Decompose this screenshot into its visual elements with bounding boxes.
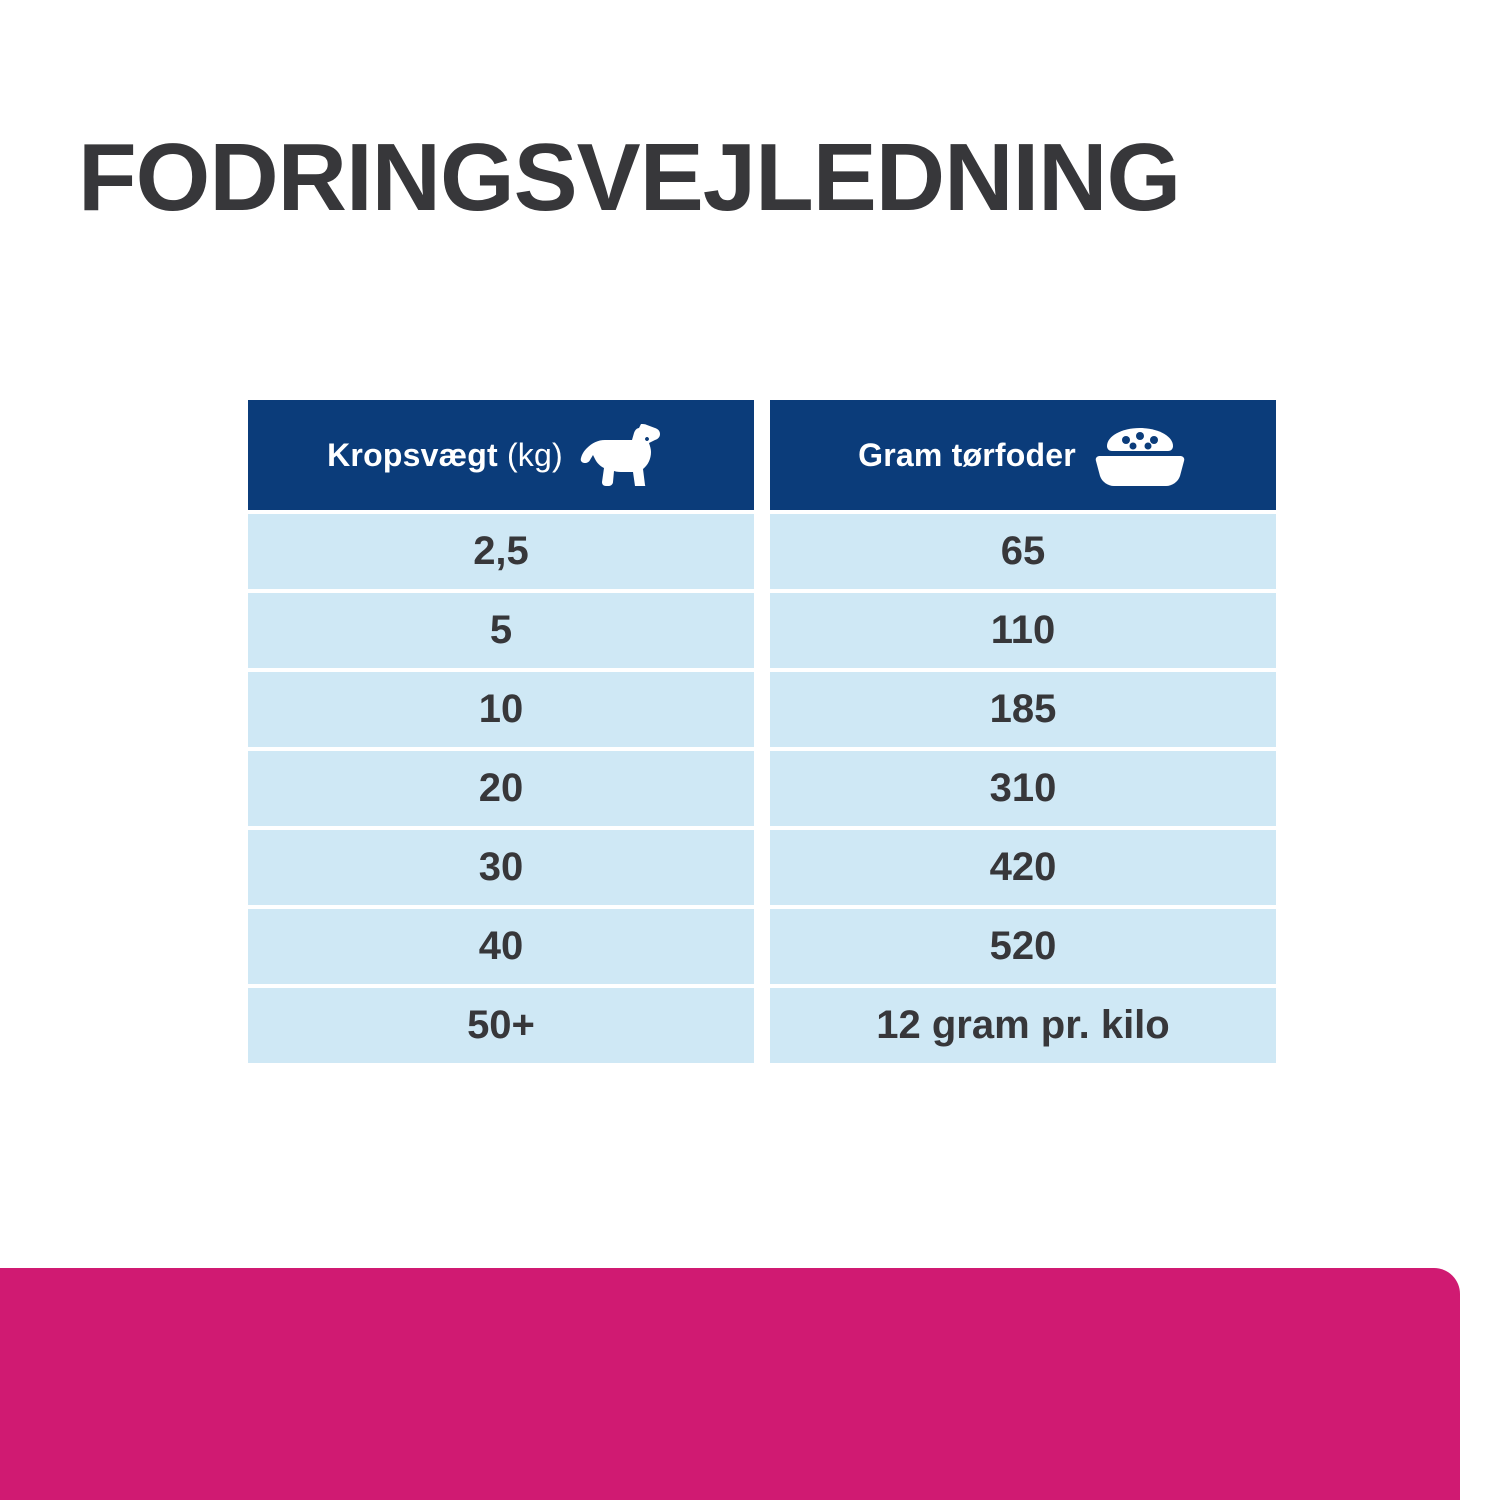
table-header-row (248, 400, 1276, 510)
column-header-body-weight (248, 400, 754, 510)
table-row (248, 751, 1276, 826)
dog-icon (579, 424, 675, 486)
cell-dry-food: 520 (770, 909, 1276, 984)
table-row (248, 988, 1276, 1063)
column-header-dry-food-label: Gram tørfoder (858, 436, 1076, 473)
cell-dry-food: 110 (770, 593, 1276, 668)
table-row (248, 909, 1276, 984)
table-body (248, 514, 1276, 1063)
cell-dry-food: 65 (770, 514, 1276, 589)
table-row (248, 672, 1276, 747)
cell-body-weight: 50+ (248, 988, 754, 1063)
table-row (248, 593, 1276, 668)
cell-body-weight: 40 (248, 909, 754, 984)
cell-body-weight: 20 (248, 751, 754, 826)
cell-body-weight: 30 (248, 830, 754, 905)
feeding-guide-table (248, 400, 1276, 1063)
page-title: FODRINGSVEJLEDNING (78, 124, 1181, 231)
cell-body-weight: 10 (248, 672, 754, 747)
cell-dry-food: 185 (770, 672, 1276, 747)
bottom-color-band (0, 1268, 1460, 1500)
cell-dry-food: 12 gram pr. kilo (770, 988, 1276, 1063)
cell-body-weight: 2,5 (248, 514, 754, 589)
cell-body-weight: 5 (248, 593, 754, 668)
table-row (248, 830, 1276, 905)
column-header-body-weight-label: Kropsvægt (kg) (327, 436, 563, 473)
column-header-dry-food (770, 400, 1276, 510)
cell-dry-food: 310 (770, 751, 1276, 826)
table-row (248, 514, 1276, 589)
cell-dry-food: 420 (770, 830, 1276, 905)
food-bowl-icon (1092, 424, 1188, 486)
